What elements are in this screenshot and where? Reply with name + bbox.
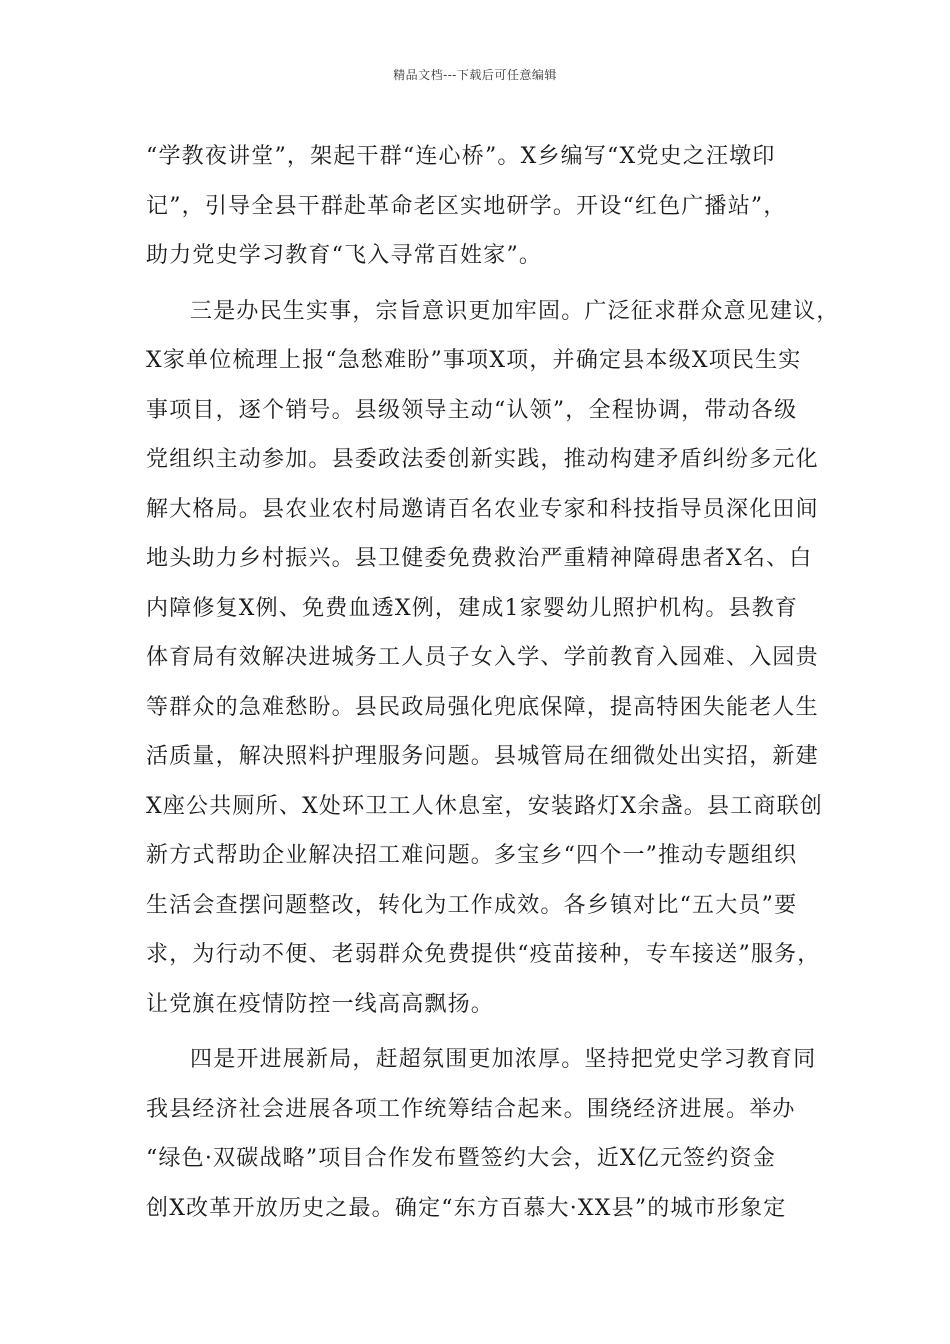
text-line: 三是办民生实事，宗旨意识更加牢固。广泛征求群众意见建议， bbox=[190, 298, 840, 324]
text-line: 党组织主动参加。县委政法委创新实践，推动构建矛盾纠纷多元化 bbox=[146, 447, 819, 472]
text-line: 助力党史学习教育“飞入寻常百姓家”。 bbox=[146, 243, 543, 268]
paragraph-development bbox=[146, 1035, 826, 1233]
text-line: 新方式帮助企业解决招工难问题。多宝乡“四个一”推动专题组织 bbox=[146, 843, 798, 868]
text-line: 创X改革开放历史之最。确定“东方百慕大·XX县”的城市形象定 bbox=[146, 1195, 787, 1221]
text-line: 体育局有效解决进城务工人员子女入学、学前教育入园难、入园贵 bbox=[146, 645, 819, 670]
page-header: 精品文档---下载后可任意编辑 bbox=[393, 68, 557, 82]
text-line: 我县经济社会进展各项工作统筹结合起来。围绕经济进展。举办 bbox=[146, 1096, 796, 1122]
text-line: X家单位梳理上报“急愁难盼”事项X项，并确定县本级X项民生实 bbox=[146, 348, 802, 373]
text-line: 让党旗在疫情防控一线高高飘扬。 bbox=[146, 991, 495, 1017]
text-line: 生活会查摆问题整改，转化为工作成效。各乡镇对比“五大员”要 bbox=[146, 892, 798, 918]
text-line: 解大格局。县农业农村局邀请百名农业专家和科技指导员深化田间 bbox=[146, 496, 819, 522]
text-line: “学教夜讲堂”，架起干群“连心桥”。X乡编写“X党史之汪墩印 bbox=[146, 144, 776, 169]
text-line: 活质量，解决照料护理服务问题。县城管局在细微处出实招，新建 bbox=[146, 744, 819, 769]
text-line: 地头助力乡村振兴。县卫健委免费救治严重精神障碍患者X名、白 bbox=[146, 546, 813, 571]
document-body bbox=[146, 132, 840, 1233]
text-line: 内障修复X例、免费血透X例，建成1家婴幼儿照护机构。县教育 bbox=[146, 595, 799, 621]
text-line: X座公共厕所、X处环卫工人休息室，安装路灯X余盏。县工商联创 bbox=[146, 793, 823, 819]
text-line: 四是开进展新局，赶超氛围更加浓厚。坚持把党史学习教育同 bbox=[190, 1047, 817, 1072]
text-line: 记”，引导全县干群赴革命老区实地研学。开设“红色广播站”， bbox=[146, 193, 787, 219]
paragraph-livelihood bbox=[146, 287, 840, 1030]
text-line: 事项目，逐个销号。县级领导主动“认领”，全程协调，带动各级 bbox=[146, 397, 798, 423]
paragraph-continuation bbox=[146, 132, 826, 281]
text-line: 求，为行动不便、老弱群众免费提供“疫苗接种，专车接送”服务， bbox=[146, 942, 821, 967]
text-line: “绿色·双碳战略”项目合作发布暨签约大会，近X亿元签约资金 bbox=[146, 1146, 776, 1171]
text-line: 等群众的急难愁盼。县民政局强化兜底保障，提高特困失能老人生 bbox=[146, 694, 819, 720]
